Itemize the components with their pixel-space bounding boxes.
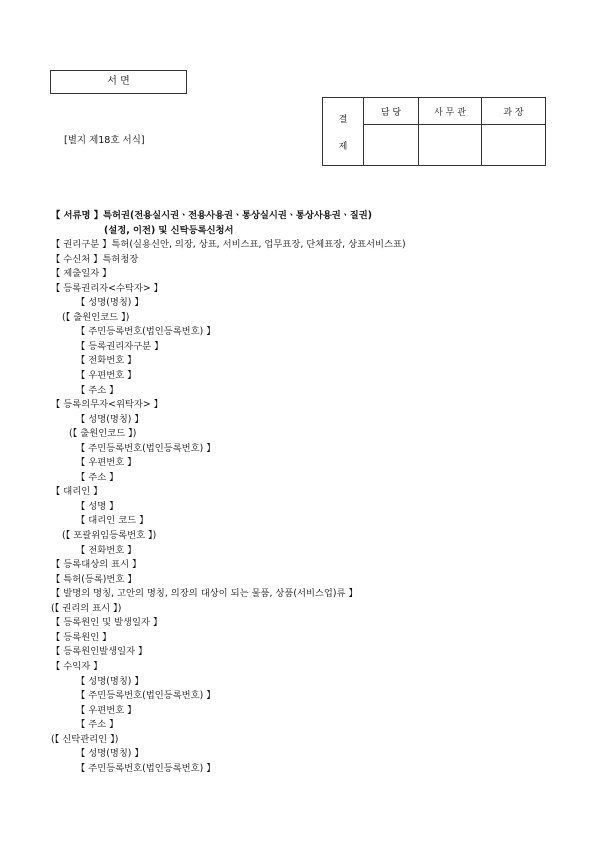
approval-sign-manager[interactable]	[364, 125, 419, 166]
form-field-line: 【 우편번호 】	[76, 457, 137, 469]
form-field-line: 【 성명(명칭) 】	[76, 675, 144, 687]
approval-side-label-top: 결	[338, 114, 348, 125]
form-field-line: 【 등록대상의 표시 】	[51, 559, 142, 571]
form-field-line: 【 주민등록번호(법인등록번호) 】	[76, 326, 216, 338]
form-field-line: 【 우편번호 】	[76, 370, 137, 382]
form-field-line: 【 대리인 코드 】	[76, 515, 149, 527]
form-field-line: 【 특허(등록)번호 】	[51, 573, 137, 585]
approval-sign-officer[interactable]	[419, 125, 482, 166]
form-field-line: (【 신탁관리인 】)	[51, 733, 119, 745]
form-field-line: 【 등록원인 및 발생일자 】	[51, 617, 163, 629]
form-field-line: 【 주소 】	[76, 471, 119, 483]
document-type-box	[50, 70, 187, 94]
form-field-line: 【 등록권리자<수탁자> 】	[51, 282, 163, 294]
form-field-line: 【 전화번호 】	[76, 544, 137, 556]
form-field-line: 【 주민등록번호(법인등록번호) 】	[76, 442, 216, 454]
approval-header-officer: 사 무 관	[419, 98, 482, 125]
form-field-line: 【 주민등록번호(법인등록번호) 】	[76, 762, 216, 774]
form-field-line: 【 주민등록번호(법인등록번호) 】	[76, 690, 216, 702]
form-field-line: (【 포괄위임등록번호 】)	[62, 530, 157, 542]
form-fields	[51, 209, 571, 776]
form-field-line: 【 수신처 】특허청장	[51, 253, 139, 265]
form-field-line: 【 등록권리자구분 】	[76, 340, 164, 352]
form-field-line: 【 성명(명칭) 】	[76, 413, 144, 425]
approval-header-chief: 과 장	[482, 98, 546, 125]
form-field-line: 【 권리구분 】특허(실용신안, 의장, 상표, 서비스표, 업무표장, 단체표장, 상표서비스표)	[51, 239, 406, 251]
approval-header-manager: 담 당	[364, 98, 419, 125]
form-field-line: 【 성명(명칭) 】	[76, 748, 144, 760]
approval-table	[322, 97, 546, 166]
form-field-line: 【 등록의무자<위탁자> 】	[51, 399, 163, 411]
approval-sign-chief[interactable]	[482, 125, 546, 166]
form-field-line: 【 우편번호 】	[76, 704, 137, 716]
form-field-line: (【 출원인코드 】)	[62, 311, 130, 323]
form-field-line: 【 성명(명칭) 】	[76, 297, 144, 309]
form-field-line: 【 주소 】	[76, 384, 119, 396]
form-field-line: 【 대리인 】	[51, 486, 103, 498]
form-field-line: 【 발명의 명칭, 고안의 명칭, 의장의 대상이 되는 물품, 상품(서비스업)류 】	[51, 588, 358, 600]
form-field-line: (설정, 이전) 및 신탁등록신청서	[104, 224, 234, 236]
form-number: [별지 제18호 서식]	[64, 135, 145, 146]
form-field-line: 【 서류명 】특허권(전용실시권ㆍ전용사용권ㆍ통상실시권ㆍ통상사용권ㆍ질권)	[51, 210, 372, 221]
approval-side-label	[323, 98, 364, 166]
form-field-line: 【 수익자 】	[51, 660, 103, 672]
form-field-line: 【 등록원인 】	[51, 631, 112, 643]
form-field-line: 【 성명 】	[76, 500, 119, 512]
form-field-line: 【 등록원인발생일자 】	[51, 646, 148, 658]
form-field-line: 【 제출일자 】	[51, 268, 112, 280]
approval-side-label-bottom: 제	[338, 141, 348, 152]
document-type-label: 서 면	[107, 76, 130, 87]
form-field-line: (【 권리의 표시 】)	[51, 602, 122, 614]
form-field-line: 【 전화번호 】	[76, 355, 137, 367]
form-field-line: (【 출원인코드 】)	[69, 428, 137, 440]
form-field-line: 【 주소 】	[76, 719, 119, 731]
